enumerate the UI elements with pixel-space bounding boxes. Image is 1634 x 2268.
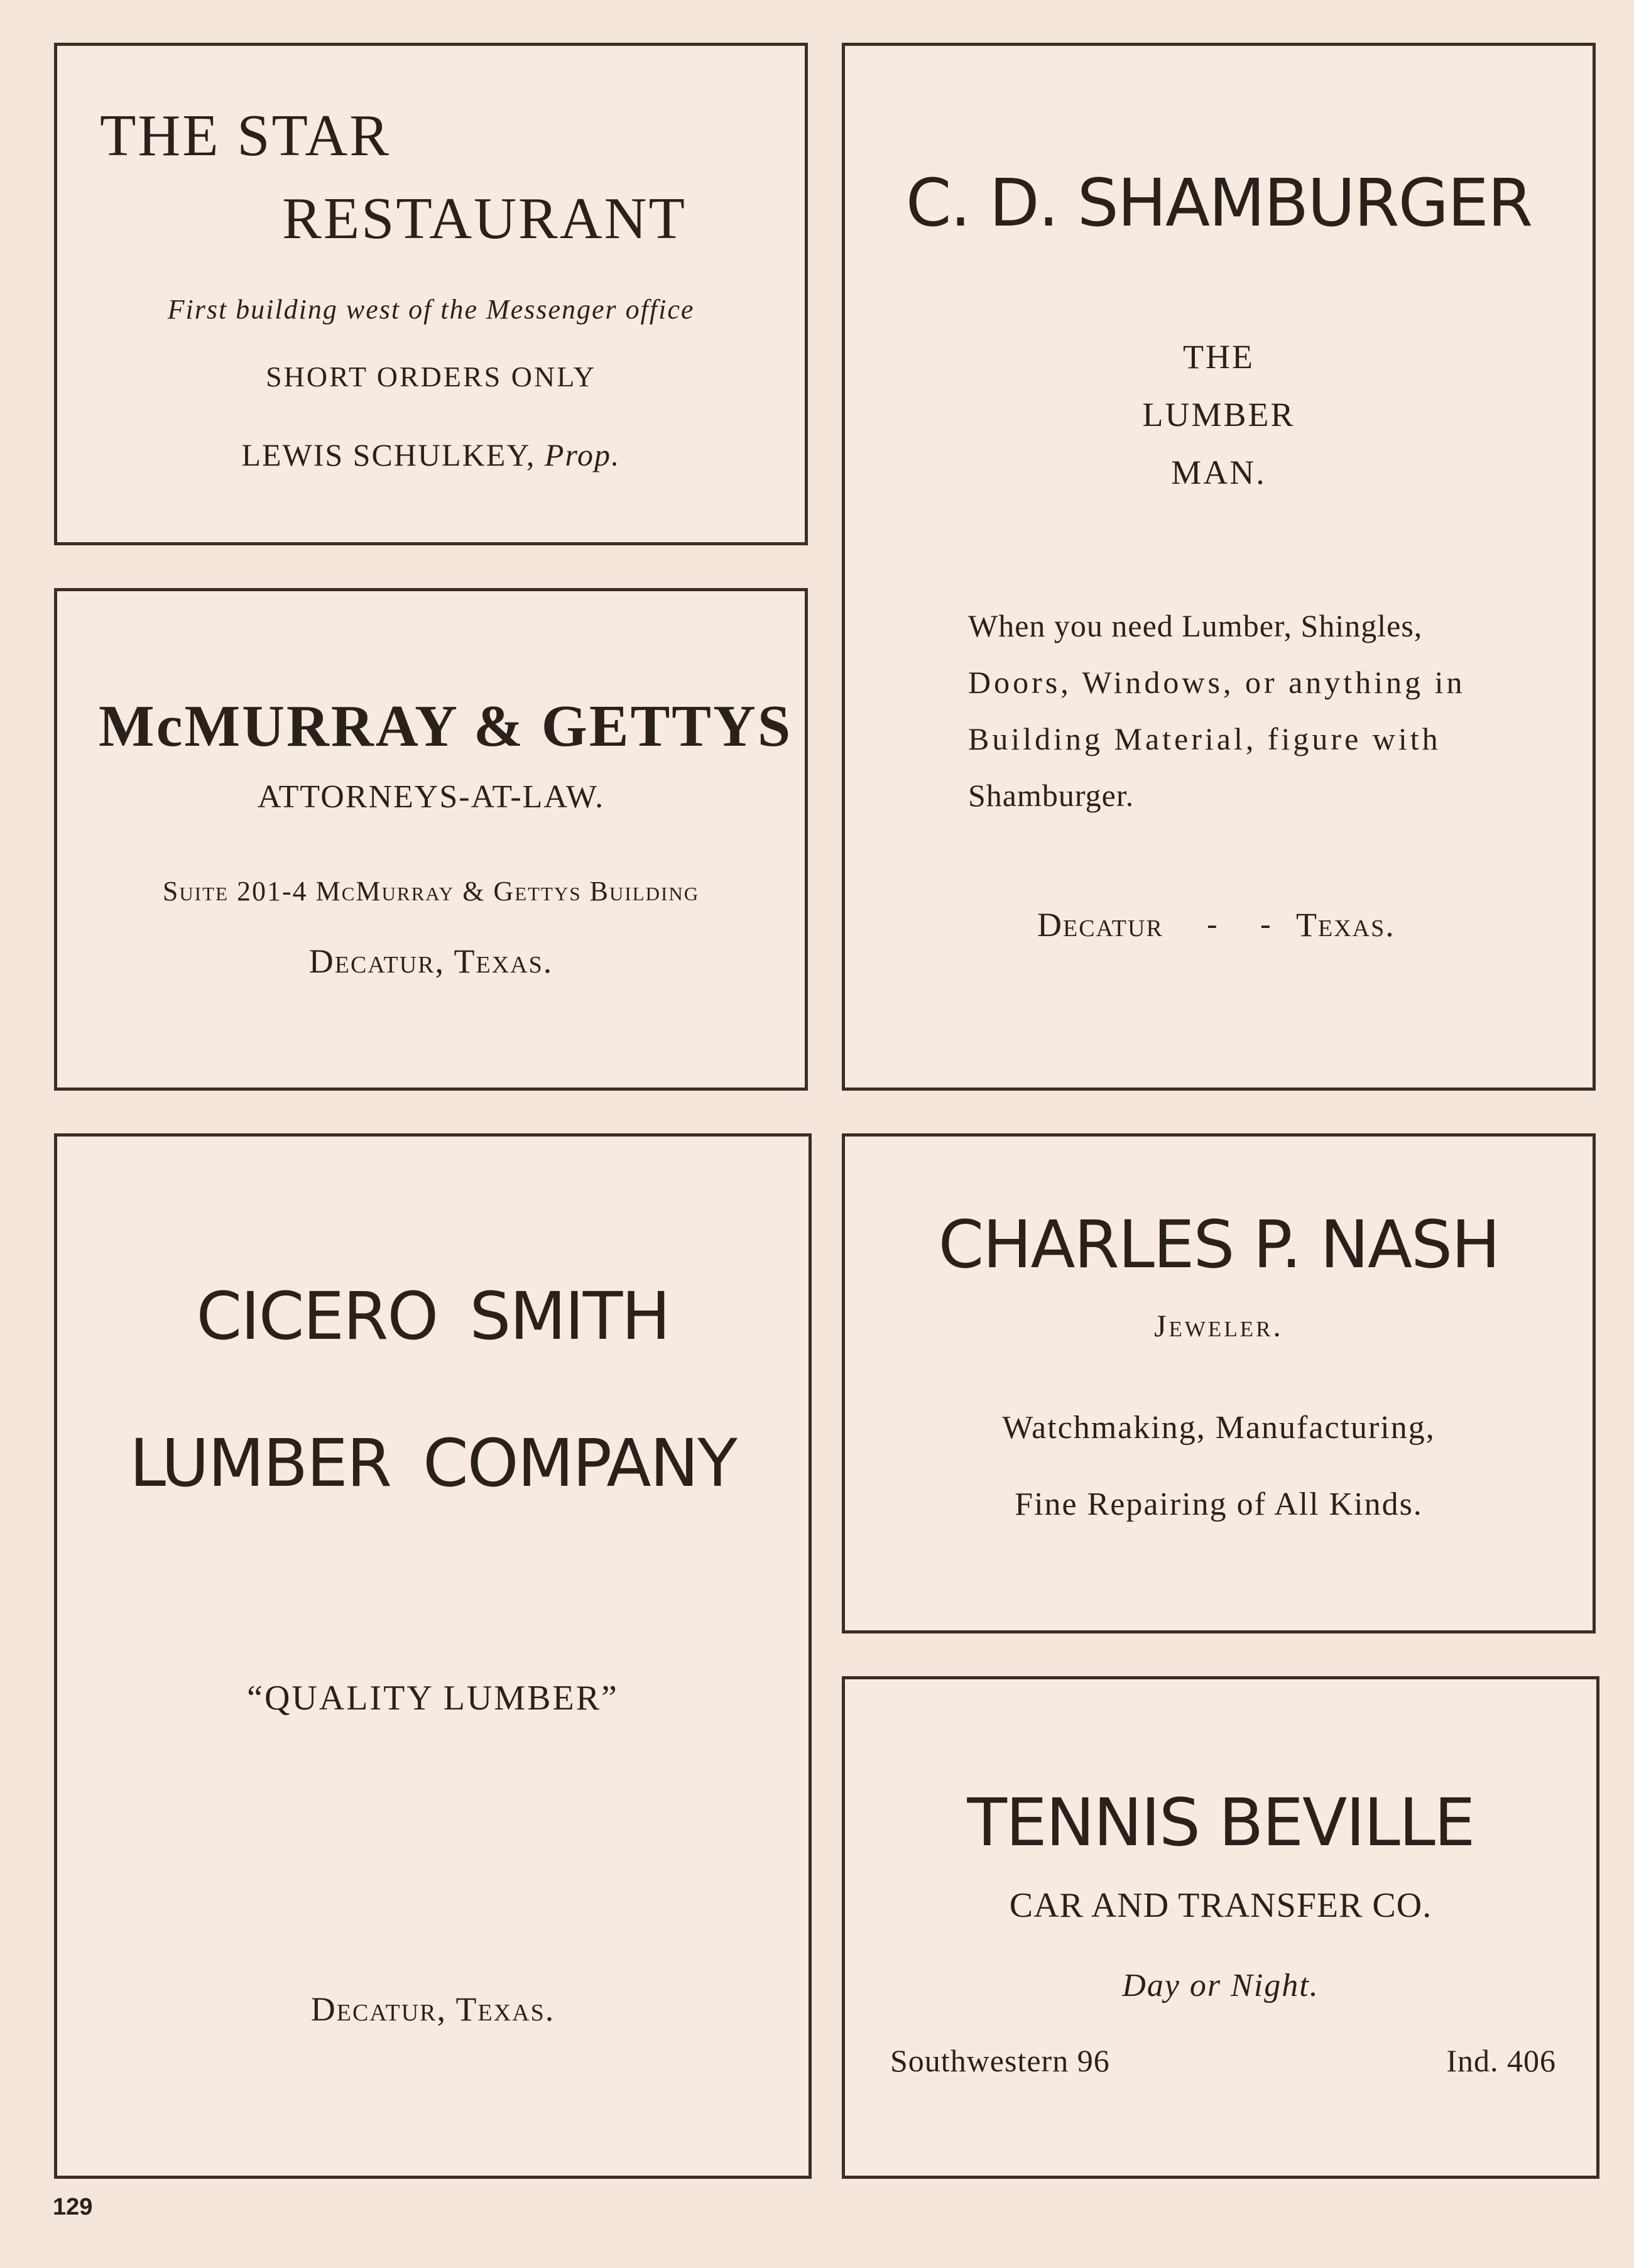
slogan-text: “QUALITY LUMBER” — [247, 1679, 619, 1718]
service-text: SHORT ORDERS ONLY — [266, 361, 596, 393]
body-text-line: Building Material, figure with — [968, 721, 1441, 756]
mcmurray-gettys-ad — [54, 588, 808, 1091]
ad-title: CHARLES P. NASH — [938, 1206, 1500, 1283]
phone-southwestern: Southwestern 96 — [890, 2043, 1110, 2078]
location-text: First building west of the Messenger office — [167, 294, 695, 325]
city-text: Decatur, Texas. — [308, 942, 553, 980]
cicero-smith-ad — [54, 1133, 812, 2179]
proprietor-suffix: Prop. — [544, 437, 621, 472]
services-text: Watchmaking, Manufacturing, — [1002, 1410, 1435, 1446]
page-number: 129 — [53, 2194, 93, 2220]
ad-subtitle: CAR AND TRANSFER CO. — [1009, 1886, 1432, 1925]
services-text: Fine Repairing of All Kinds. — [1015, 1486, 1423, 1522]
shamburger-ad — [842, 43, 1596, 1091]
tagline-text: THE — [1183, 338, 1255, 376]
separator-text: - - — [1207, 906, 1288, 941]
ad-title: LUMBER COMPANY — [129, 1425, 736, 1502]
ad-title: CICERO SMITH — [196, 1278, 670, 1355]
body-text-line: Shamburger. — [968, 778, 1135, 813]
proprietor-name: LEWIS SCHULKEY, — [241, 437, 536, 472]
phone-ind: Ind. 406 — [1446, 2043, 1556, 2078]
city-text: Decatur, Texas. — [310, 1990, 555, 2028]
tennis-beville-ad — [842, 1676, 1599, 2179]
ad-subtitle: Jeweler. — [1154, 1308, 1283, 1343]
star-restaurant-ad — [54, 43, 808, 545]
proprietor-line — [57, 439, 805, 471]
ad-title: TENNIS BEVILLE — [967, 1784, 1474, 1861]
ad-title: THE STAR — [100, 103, 391, 168]
body-text-line: Doors, Windows, or anything in — [968, 665, 1466, 700]
hours-text: Day or Night. — [1122, 1968, 1319, 2004]
tagline-text: MAN. — [1171, 454, 1266, 491]
tagline-text: LUMBER — [1142, 396, 1295, 433]
address-text: Suite 201-4 McMurray & Gettys Building — [162, 876, 700, 907]
charles-nash-ad — [842, 1133, 1596, 1633]
ad-title: RESTAURANT — [282, 186, 687, 251]
ad-title: C. D. SHAMBURGER — [905, 165, 1532, 241]
ad-title: McMURRAY & GETTYS — [99, 694, 793, 759]
state-text: Texas. — [1296, 906, 1395, 944]
ad-subtitle: ATTORNEYS-AT-LAW. — [257, 779, 605, 815]
body-text-line: When you need Lumber, Shingles, — [968, 608, 1423, 643]
city-text: Decatur — [1037, 906, 1163, 944]
